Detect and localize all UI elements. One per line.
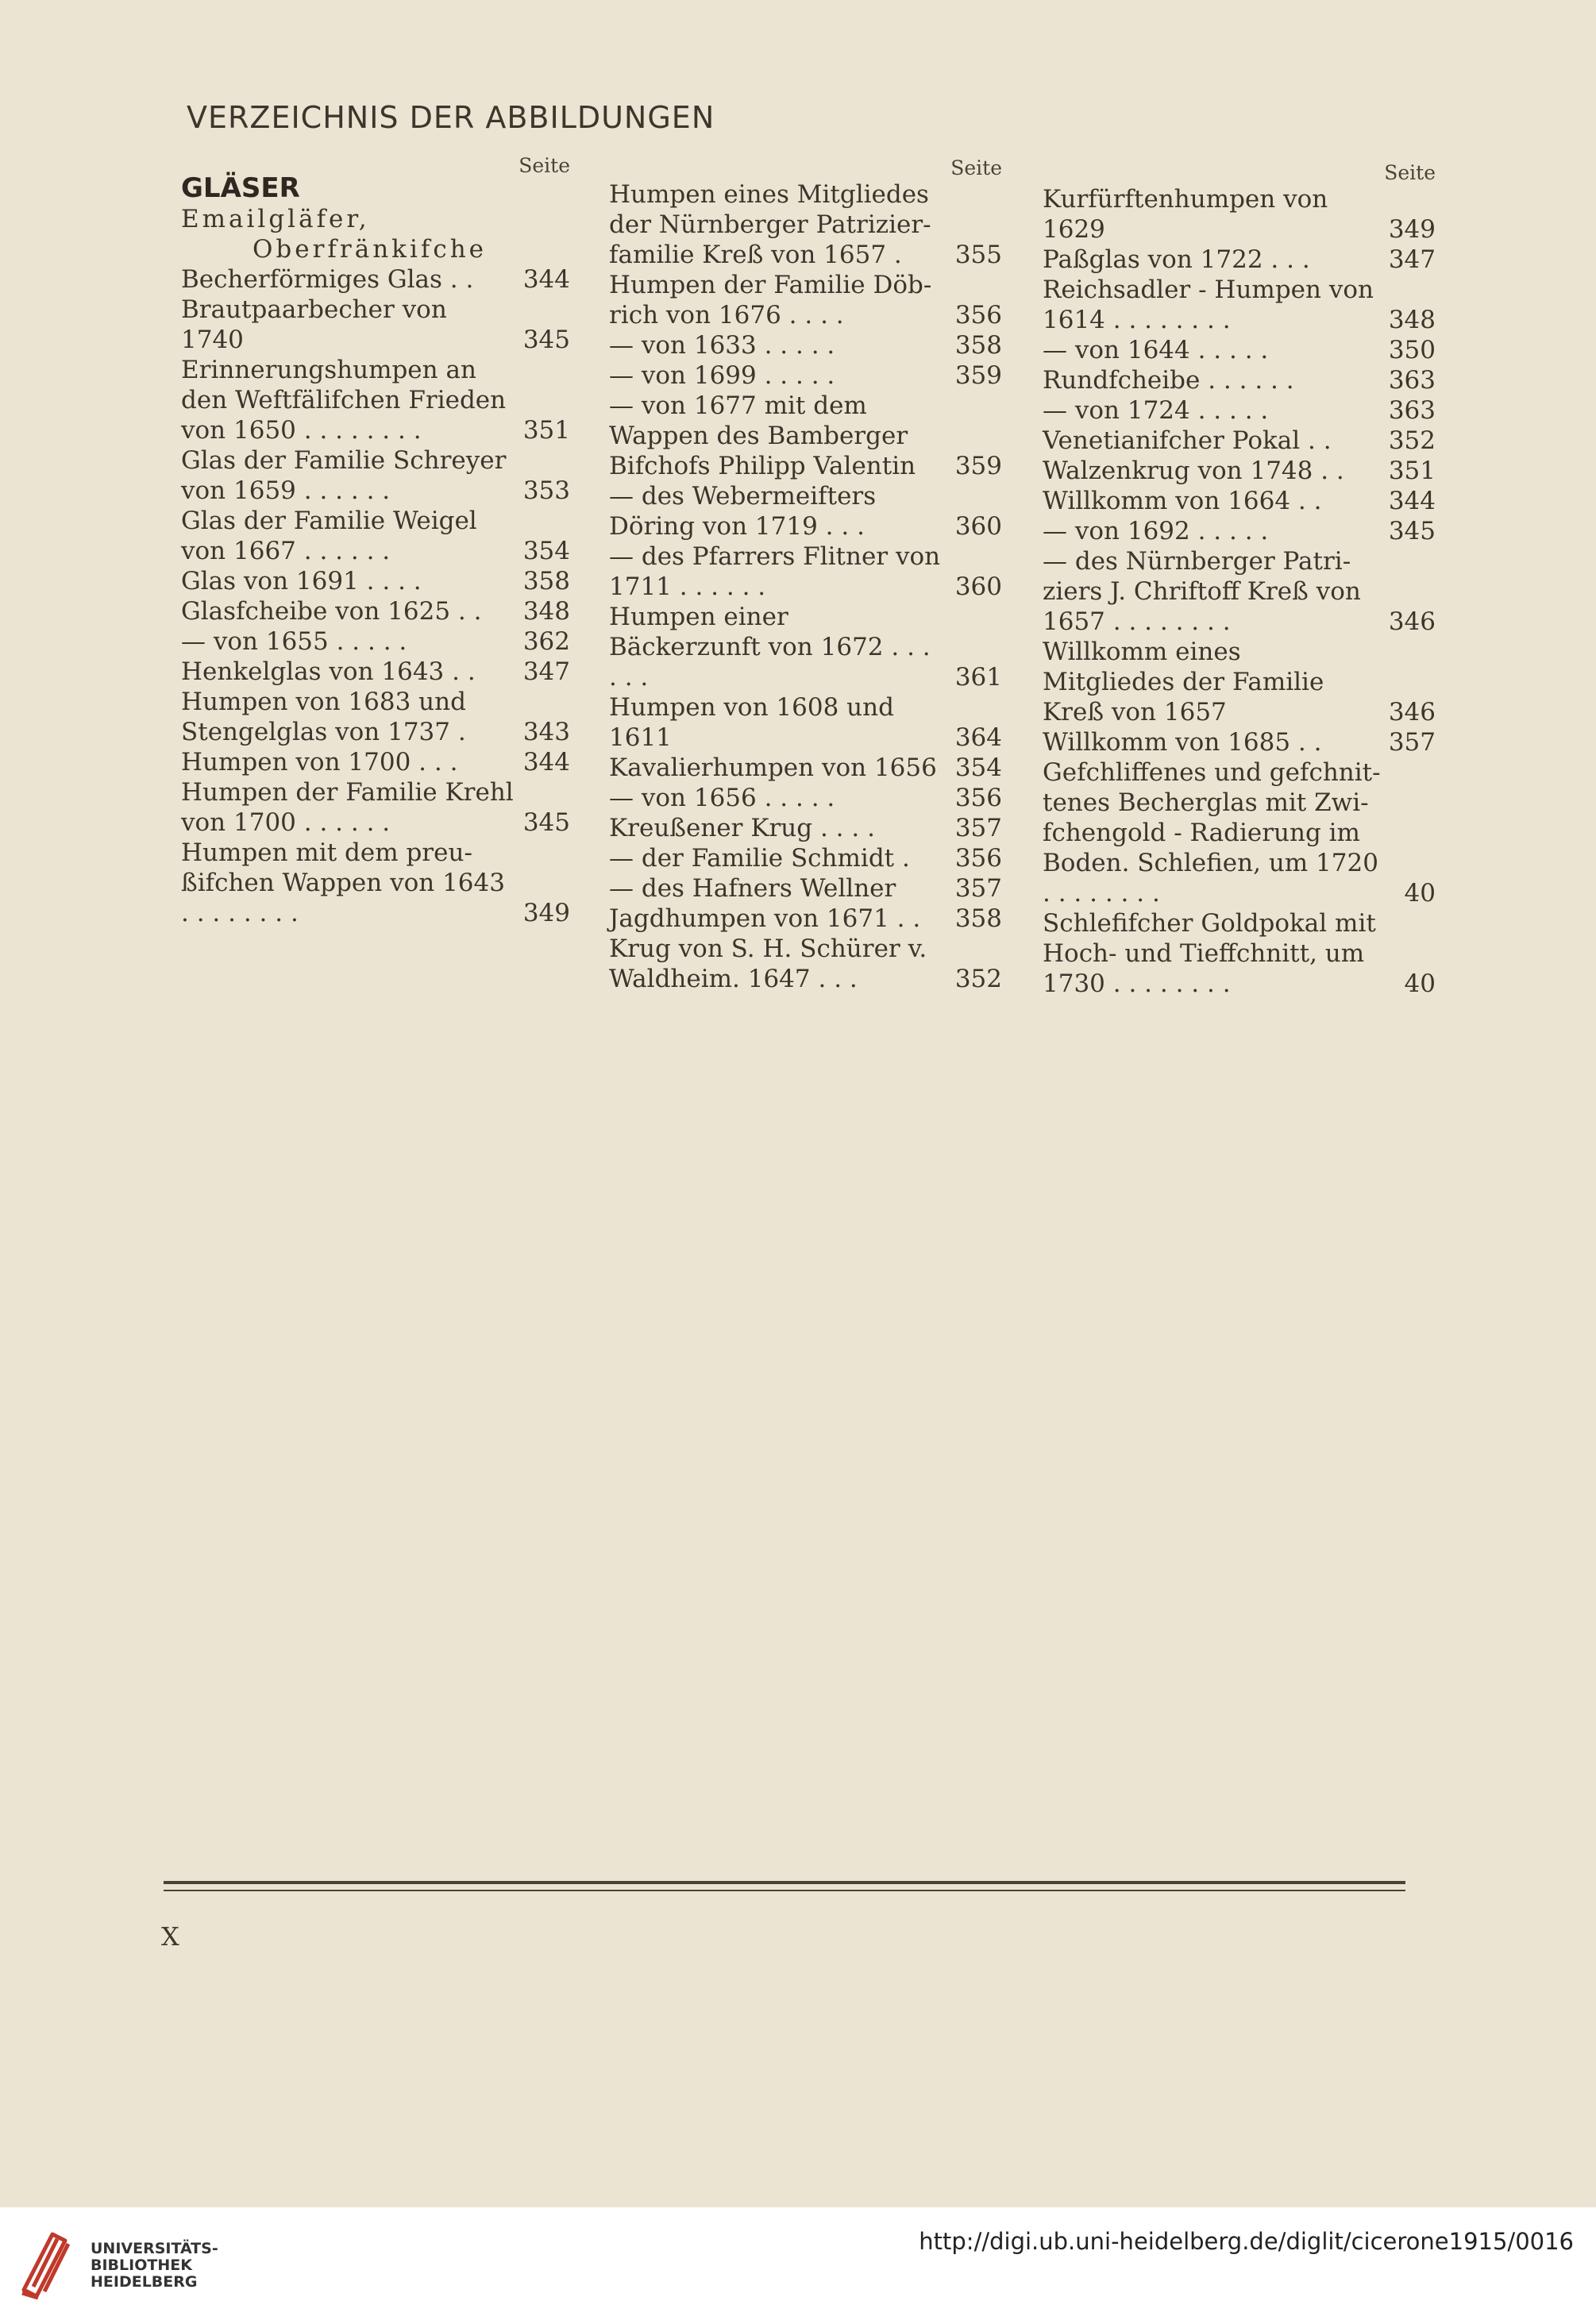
- section-subtitle: Emailgläfer,: [181, 205, 370, 233]
- entry-page-number: 348: [1388, 306, 1436, 334]
- page-column-header: Seite: [1384, 161, 1436, 184]
- entry-title: Venetianifcher Pokal . .: [1043, 426, 1332, 455]
- entry-title: Humpen von 1700 . . .: [181, 748, 458, 777]
- university-library-logo-icon: [17, 2223, 83, 2299]
- entry-title: — von 1655 . . . . .: [181, 627, 407, 656]
- entry-page-number: 352: [954, 965, 1002, 993]
- library-name: [91, 2241, 218, 2291]
- index-entry: [181, 838, 570, 928]
- entry-page-number: 357: [954, 874, 1002, 903]
- entry-title: — von 1644 . . . . .: [1043, 336, 1269, 364]
- index-entry: [609, 813, 1002, 843]
- entry-title: Schlefifcher Goldpokal mit Hoch- und Tieffchnitt, um 1730 . . . . . . . .: [1043, 909, 1376, 998]
- entry-page-number: 346: [1388, 607, 1436, 636]
- entry-title: Humpen eines Mitgliedes der Nürnberger Patrizier- familie Kreß von 1657 .: [609, 180, 931, 269]
- index-entry: [181, 445, 570, 506]
- index-entry: [181, 626, 570, 657]
- entry-page-number: 357: [954, 814, 1002, 842]
- entry-title: Kavalierhumpen von 1656: [609, 753, 937, 782]
- index-entry: [1043, 365, 1436, 395]
- index-entry: [181, 506, 570, 566]
- entry-list: [609, 179, 1002, 994]
- page-column-header: Seite: [950, 156, 1002, 179]
- entry-title: — der Familie Schmidt .: [609, 844, 910, 873]
- entry-title: Reichsadler - Humpen von 1614 . . . . . . . .: [1043, 276, 1374, 334]
- entry-title: — des Pfarrers Flitner von 1711 . . . . . .: [609, 542, 941, 601]
- entry-page-number: 359: [954, 452, 1002, 480]
- index-column-2: [609, 157, 1002, 994]
- index-entry: [1043, 546, 1436, 637]
- entry-title: Humpen einer Bäckerzunft von 1672 . . . . . .: [609, 603, 931, 692]
- entry-title: — von 1633 . . . . .: [609, 331, 835, 360]
- entry-title: — von 1656 . . . . .: [609, 784, 835, 812]
- entry-title: Glasfcheibe von 1625 . .: [181, 597, 482, 626]
- entry-page-number: 356: [954, 844, 1002, 873]
- entry-page-number: 40: [1404, 969, 1436, 998]
- index-entry: [1043, 395, 1436, 426]
- index-entry: [181, 295, 570, 355]
- index-entry: [181, 777, 570, 838]
- entry-page-number: 349: [1388, 215, 1436, 244]
- entry-title: Glas der Familie Weigel von 1667 . . . . . .: [181, 507, 477, 565]
- index-entry: [609, 692, 1002, 753]
- entry-title: Kreußener Krug . . . .: [609, 814, 875, 842]
- entry-page-number: 361: [954, 663, 1002, 692]
- entry-title: Rundfcheibe . . . . . .: [1043, 366, 1294, 395]
- index-entry: [181, 747, 570, 777]
- library-name-line: UNIVERSITÄTS-: [91, 2240, 218, 2257]
- index-entry: [609, 934, 1002, 994]
- entry-page-number: 357: [1388, 728, 1436, 757]
- page-column-header: Seite: [519, 154, 570, 177]
- index-entry: [609, 541, 1002, 602]
- index-entry: [181, 687, 570, 747]
- index-entry: [609, 360, 1002, 391]
- source-url-link[interactable]: http://digi.ub.uni-heidelberg.de/diglit/cicerone1915/0016: [919, 2228, 1574, 2255]
- entry-page-number: 364: [954, 723, 1002, 752]
- library-name-line: HEIDELBERG: [91, 2273, 198, 2291]
- entry-page-number: 346: [1388, 698, 1436, 726]
- entry-title: — des Nürnberger Patri- ziers J. Chriftoff Kreß von 1657 . . . . . . . .: [1043, 547, 1361, 636]
- index-column-1: [181, 155, 570, 928]
- entry-title: — des Hafners Wellner: [609, 874, 896, 903]
- library-name-line: BIBLIOTHEK: [91, 2257, 192, 2274]
- index-entry: [1043, 456, 1436, 486]
- index-entry: [1043, 486, 1436, 516]
- entry-page-number: 347: [1388, 245, 1436, 274]
- entry-page-number: 360: [954, 512, 1002, 541]
- entry-page-number: 354: [954, 753, 1002, 782]
- index-entry: [181, 566, 570, 596]
- entry-title: Willkomm von 1664 . .: [1043, 487, 1322, 515]
- entry-title: Humpen von 1683 und Stengelglas von 1737 .: [181, 688, 466, 746]
- index-entry: [1043, 426, 1436, 456]
- section-subtitle: Oberfränkifche: [253, 235, 488, 264]
- entry-title: Krug von S. H. Schürer v. Waldheim. 1647 . . .: [609, 935, 927, 993]
- index-entry: [609, 481, 1002, 541]
- index-entry: [609, 904, 1002, 934]
- index-entry: [1043, 908, 1436, 999]
- entry-page-number: 356: [954, 301, 1002, 330]
- entry-page-number: 345: [1388, 517, 1436, 545]
- entry-title: — des Webermeifters Döring von 1719 . . .: [609, 482, 877, 541]
- index-entry: [181, 355, 570, 445]
- entry-title: Paßglas von 1722 . . .: [1043, 245, 1310, 274]
- divider-rule: [164, 1881, 1405, 1884]
- entry-title: Willkomm eines Mitgliedes der Familie Kreß von 1657: [1043, 638, 1324, 726]
- entry-title: — von 1692 . . . . .: [1043, 517, 1269, 545]
- index-entry: [609, 330, 1002, 360]
- entry-title: Glas von 1691 . . . .: [181, 567, 422, 595]
- index-entry: [1043, 757, 1436, 908]
- entry-title: Willkomm von 1685 . .: [1043, 728, 1322, 757]
- entry-page-number: 348: [522, 597, 570, 626]
- entry-title: Becherförmiges Glas . .: [181, 265, 474, 294]
- entry-page-number: 352: [1388, 426, 1436, 455]
- entry-title: Humpen der Familie Krehl von 1700 . . . . . .: [181, 778, 514, 837]
- index-entry: [1043, 727, 1436, 757]
- entry-title: Kurfürftenhumpen von 1629: [1043, 185, 1328, 244]
- index-entry: [609, 179, 1002, 270]
- entry-page-number: 358: [954, 904, 1002, 933]
- entry-list: [181, 264, 570, 928]
- entry-page-number: 362: [522, 627, 570, 656]
- entry-page-number: 351: [522, 416, 570, 445]
- entry-title: Brautpaarbecher von 1740: [181, 295, 447, 354]
- entry-page-number: 353: [522, 476, 570, 505]
- entry-page-number: 40: [1404, 879, 1436, 908]
- entry-page-number: 351: [1388, 457, 1436, 485]
- entry-page-number: 344: [522, 748, 570, 777]
- entry-page-number: 344: [522, 265, 570, 294]
- index-entry: [609, 843, 1002, 873]
- index-entry: [1043, 184, 1436, 245]
- entry-title: — von 1677 mit dem Wappen des Bamberger Bifchofs Philipp Valentin: [609, 391, 916, 480]
- entry-title: Humpen der Familie Döb- rich von 1676 . . . .: [609, 271, 932, 330]
- entry-list: [1043, 184, 1436, 999]
- index-entry: [609, 873, 1002, 904]
- index-entry: [609, 391, 1002, 481]
- entry-title: Walzenkrug von 1748 . .: [1043, 457, 1344, 485]
- footer-bar: [0, 2207, 1596, 2324]
- index-entry: [1043, 245, 1436, 275]
- index-entry: [609, 270, 1002, 330]
- entry-page-number: 350: [1388, 336, 1436, 364]
- index-entry: [1043, 637, 1436, 727]
- entry-page-number: 354: [522, 537, 570, 565]
- entry-page-number: 347: [522, 657, 570, 686]
- index-entry: [609, 753, 1002, 783]
- entry-page-number: 345: [522, 326, 570, 354]
- index-entry: [181, 596, 570, 626]
- entry-title: — von 1699 . . . . .: [609, 361, 835, 390]
- entry-page-number: 360: [954, 572, 1002, 601]
- index-entry: [609, 783, 1002, 813]
- entry-page-number: 343: [522, 718, 570, 746]
- index-entry: [609, 602, 1002, 692]
- entry-title: Erinnerungshumpen an den Weftfälifchen Frieden von 1650 . . . . . . . .: [181, 356, 507, 445]
- entry-title: Glas der Familie Schreyer von 1659 . . . . . .: [181, 446, 507, 505]
- page-number: X: [161, 1921, 179, 1952]
- entry-page-number: 349: [522, 899, 570, 927]
- index-entry: [181, 264, 570, 295]
- index-column-3: [1043, 162, 1436, 999]
- entry-title: Jagdhumpen von 1671 . .: [609, 904, 921, 933]
- index-entry: [1043, 335, 1436, 365]
- entry-page-number: 363: [1388, 366, 1436, 395]
- index-entry: [1043, 275, 1436, 335]
- page-heading: VERZEICHNIS DER ABBILDUNGEN: [187, 100, 715, 135]
- section-title: GLÄSER: [181, 172, 300, 204]
- entry-title: Henkelglas von 1643 . .: [181, 657, 476, 686]
- index-entry: [181, 657, 570, 687]
- divider-rule: [164, 1890, 1405, 1891]
- entry-page-number: 356: [954, 784, 1002, 812]
- entry-page-number: 345: [522, 808, 570, 837]
- index-entry: [1043, 516, 1436, 546]
- entry-page-number: 355: [954, 241, 1002, 269]
- entry-title: Humpen von 1608 und 1611: [609, 693, 894, 752]
- entry-title: — von 1724 . . . . .: [1043, 396, 1269, 425]
- entry-page-number: 358: [954, 331, 1002, 360]
- entry-title: Gefchliffenes und gefchnit- tenes Becherglas mit Zwi- fchengold - Radierung im Boden. Schlefien, um 1720 . . . . . . . .: [1043, 758, 1381, 908]
- entry-page-number: 358: [522, 567, 570, 595]
- entry-page-number: 363: [1388, 396, 1436, 425]
- entry-title: Humpen mit dem preu- ßifchen Wappen von 1643 . . . . . . . .: [181, 838, 505, 927]
- entry-page-number: 359: [954, 361, 1002, 390]
- entry-page-number: 344: [1388, 487, 1436, 515]
